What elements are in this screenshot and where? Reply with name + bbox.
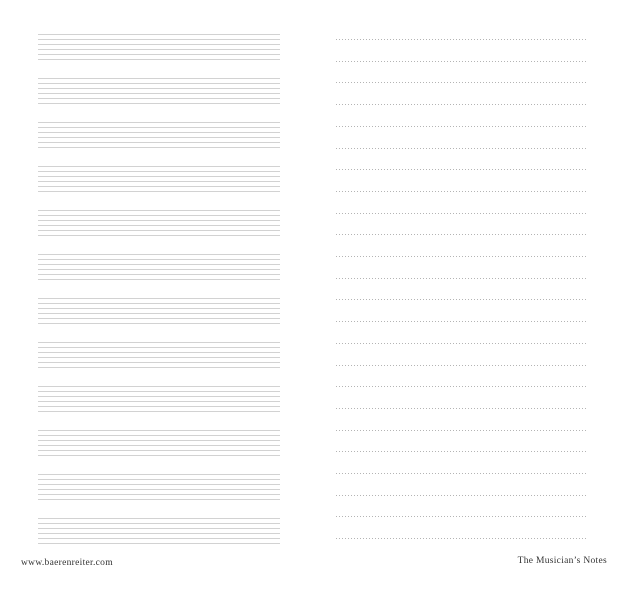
stave-line xyxy=(38,34,280,35)
stave-line xyxy=(38,528,280,529)
stave-line xyxy=(38,479,280,480)
stave-line xyxy=(38,308,280,309)
stave-line xyxy=(38,49,280,50)
stave xyxy=(38,78,280,104)
stave-line xyxy=(38,401,280,402)
stave-line xyxy=(38,142,280,143)
stave-line xyxy=(38,220,280,221)
dotted-line xyxy=(336,278,586,279)
stave-line xyxy=(38,445,280,446)
stave-line xyxy=(38,298,280,299)
dotted-line xyxy=(336,365,586,366)
stave-line xyxy=(38,230,280,231)
stave-line xyxy=(38,347,280,348)
stave-line xyxy=(38,494,280,495)
stave-line xyxy=(38,171,280,172)
dotted-line xyxy=(336,451,586,452)
dotted-line xyxy=(336,538,586,539)
stave-line xyxy=(38,269,280,270)
stave-line xyxy=(38,523,280,524)
dotted-line xyxy=(336,516,586,517)
stave-line xyxy=(38,435,280,436)
stave xyxy=(38,386,280,412)
stave xyxy=(38,34,280,60)
stave-line xyxy=(38,186,280,187)
stave-line xyxy=(38,122,280,123)
stave-line xyxy=(38,78,280,79)
dotted-line xyxy=(336,126,586,127)
stave-line xyxy=(38,489,280,490)
ruled-notes-page xyxy=(316,0,633,600)
stave-line xyxy=(38,264,280,265)
stave xyxy=(38,122,280,148)
stave-line xyxy=(38,303,280,304)
stave-line xyxy=(38,103,280,104)
stave-line xyxy=(38,259,280,260)
stave xyxy=(38,166,280,192)
stave-line xyxy=(38,83,280,84)
dotted-line xyxy=(336,82,586,83)
stave-line xyxy=(38,210,280,211)
stave xyxy=(38,518,280,544)
stave xyxy=(38,210,280,236)
stave-line xyxy=(38,386,280,387)
stave-line xyxy=(38,176,280,177)
stave-line xyxy=(38,235,280,236)
stave-line xyxy=(38,166,280,167)
stave-line xyxy=(38,323,280,324)
stave-line xyxy=(38,474,280,475)
stave-line xyxy=(38,406,280,407)
dotted-line xyxy=(336,169,586,170)
dotted-line xyxy=(336,191,586,192)
dotted-line xyxy=(336,430,586,431)
stave-line xyxy=(38,391,280,392)
product-title: The Musician’s Notes xyxy=(517,556,607,566)
dotted-line xyxy=(336,256,586,257)
stave-line xyxy=(38,225,280,226)
stave-line xyxy=(38,543,280,544)
dotted-line xyxy=(336,104,586,105)
stave-line xyxy=(38,98,280,99)
stave-line xyxy=(38,54,280,55)
stave-line xyxy=(38,518,280,519)
stave-line xyxy=(38,499,280,500)
stave-line xyxy=(38,191,280,192)
stave-line xyxy=(38,440,280,441)
dotted-line xyxy=(336,299,586,300)
stave-line xyxy=(38,455,280,456)
stave-line xyxy=(38,215,280,216)
stave-line xyxy=(38,430,280,431)
dotted-line xyxy=(336,343,586,344)
stave-line xyxy=(38,318,280,319)
stave-line xyxy=(38,533,280,534)
stave-line xyxy=(38,484,280,485)
stave-line xyxy=(38,137,280,138)
stave-line xyxy=(38,127,280,128)
music-manuscript-page xyxy=(0,0,316,600)
dotted-line xyxy=(336,408,586,409)
stave xyxy=(38,474,280,500)
dotted-line xyxy=(336,213,586,214)
stave-line xyxy=(38,538,280,539)
dotted-line xyxy=(336,495,586,496)
stave xyxy=(38,254,280,280)
stave-line xyxy=(38,39,280,40)
stave xyxy=(38,430,280,456)
stave-line xyxy=(38,313,280,314)
stave-line xyxy=(38,450,280,451)
publisher-url: www.baerenreiter.com xyxy=(21,558,113,568)
stave-line xyxy=(38,367,280,368)
dotted-line xyxy=(336,148,586,149)
stave-line xyxy=(38,93,280,94)
stave-line xyxy=(38,342,280,343)
stave-line xyxy=(38,59,280,60)
stave xyxy=(38,298,280,324)
dotted-line xyxy=(336,234,586,235)
dotted-line xyxy=(336,321,586,322)
dotted-line xyxy=(336,61,586,62)
stave-line xyxy=(38,357,280,358)
stave-line xyxy=(38,362,280,363)
stave-line xyxy=(38,254,280,255)
stave-line xyxy=(38,181,280,182)
stave-line xyxy=(38,147,280,148)
dotted-line xyxy=(336,386,586,387)
stave-line xyxy=(38,88,280,89)
stave-line xyxy=(38,132,280,133)
stave-line xyxy=(38,352,280,353)
dotted-line xyxy=(336,39,586,40)
dotted-line xyxy=(336,473,586,474)
stave xyxy=(38,342,280,368)
stave-line xyxy=(38,279,280,280)
stave-line xyxy=(38,274,280,275)
stave-line xyxy=(38,396,280,397)
stave-line xyxy=(38,411,280,412)
stave-line xyxy=(38,44,280,45)
